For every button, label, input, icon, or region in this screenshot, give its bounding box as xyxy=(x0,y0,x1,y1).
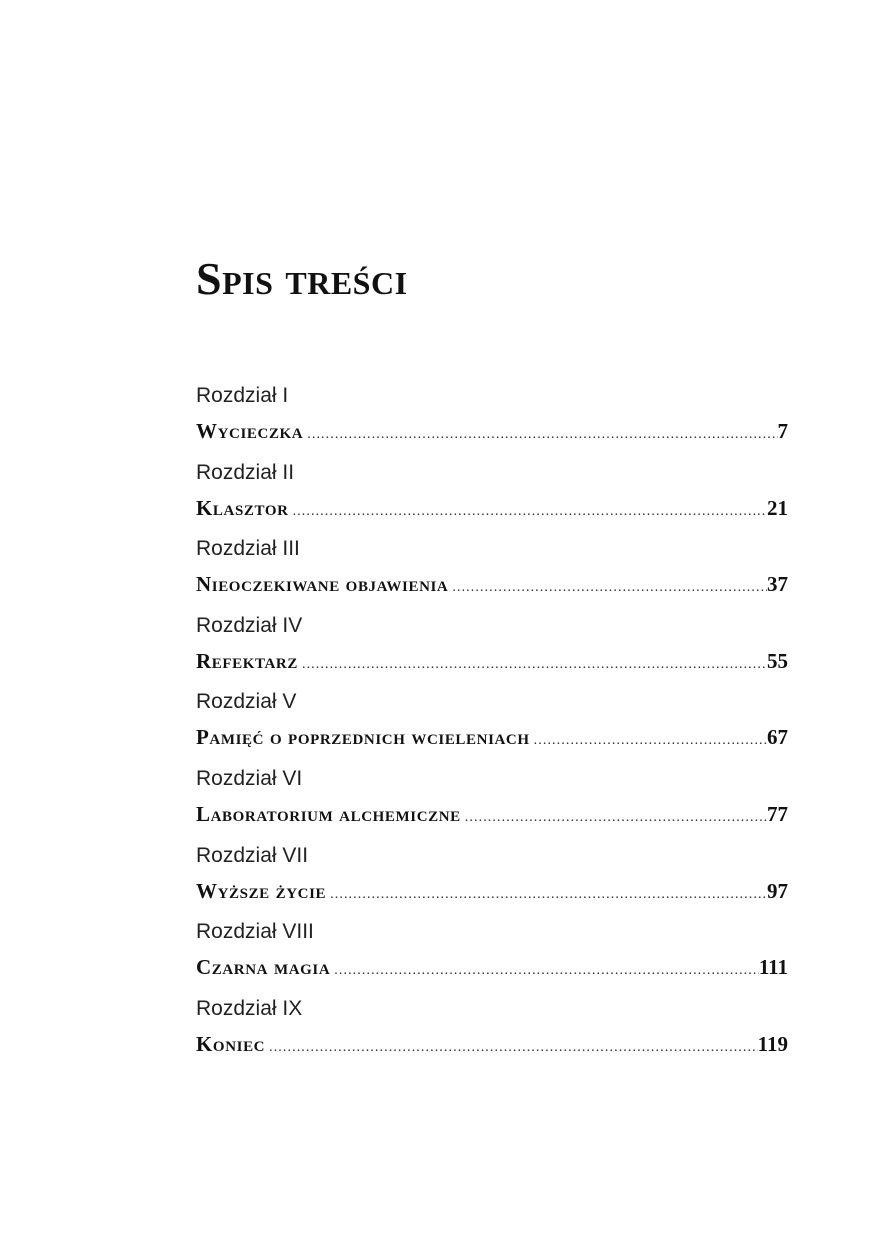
dot-leader xyxy=(298,647,767,683)
dot-leader xyxy=(289,494,767,530)
chapter-label: Rozdział VI xyxy=(196,766,303,790)
page-number: 119 xyxy=(757,1031,788,1056)
chapter-title: Wyższe życie xyxy=(196,878,327,903)
toc-entry xyxy=(196,379,788,456)
toc-entry-line xyxy=(196,1026,788,1062)
toc-entry xyxy=(196,609,788,686)
toc-entry-line xyxy=(196,643,788,679)
toc-entry-line xyxy=(196,949,788,985)
table-of-contents xyxy=(196,379,788,1068)
page-number: 37 xyxy=(767,572,788,597)
toc-entry xyxy=(196,839,788,916)
chapter-label: Rozdział IX xyxy=(196,996,303,1020)
toc-entry-line xyxy=(196,413,788,449)
page-number: 7 xyxy=(777,419,788,443)
chapter-label: Rozdział IV xyxy=(196,613,303,637)
chapter-label: Rozdział VIII xyxy=(196,920,314,944)
page-title: Spis treści xyxy=(196,253,408,304)
toc-entry xyxy=(196,685,788,762)
page-number: 55 xyxy=(767,648,788,673)
chapter-title: Laboratorium alchemiczne xyxy=(196,801,461,826)
dot-leader xyxy=(303,417,777,453)
page-number: 111 xyxy=(758,955,788,980)
dot-leader xyxy=(461,800,767,836)
chapter-label: Rozdział VII xyxy=(196,843,309,867)
chapter-label: Rozdział V xyxy=(196,690,297,714)
toc-entry-line xyxy=(196,490,788,526)
chapter-title: Koniec xyxy=(196,1031,266,1056)
chapter-title: Pamięć o poprzednich wcieleniach xyxy=(196,725,530,750)
toc-entry xyxy=(196,532,788,609)
toc-entry xyxy=(196,762,788,839)
toc-entry xyxy=(196,456,788,533)
page-number: 97 xyxy=(767,878,788,903)
dot-leader xyxy=(448,570,767,606)
chapter-label: Rozdział III xyxy=(196,537,300,561)
chapter-title: Klasztor xyxy=(196,495,289,520)
chapter-title: Refektarz xyxy=(196,648,298,673)
toc-entry xyxy=(196,915,788,992)
toc-entry xyxy=(196,992,788,1069)
toc-entry-line xyxy=(196,566,788,602)
dot-leader xyxy=(530,723,767,759)
dot-leader xyxy=(265,1030,758,1066)
toc-entry-line xyxy=(196,719,788,755)
chapter-label: Rozdział II xyxy=(196,460,295,484)
page-number: 67 xyxy=(767,725,788,750)
toc-entry-line xyxy=(196,873,788,909)
page-number: 77 xyxy=(767,801,788,826)
chapter-title: Nieoczekiwane objawienia xyxy=(196,572,449,597)
document-page xyxy=(196,0,788,1241)
dot-leader xyxy=(330,953,759,989)
toc-entry-line xyxy=(196,796,788,832)
chapter-title: Czarna magia xyxy=(196,955,331,980)
page-number: 21 xyxy=(767,495,788,520)
dot-leader xyxy=(326,877,767,913)
chapter-label: Rozdział I xyxy=(196,384,289,407)
chapter-title: Wycieczka xyxy=(196,419,304,443)
